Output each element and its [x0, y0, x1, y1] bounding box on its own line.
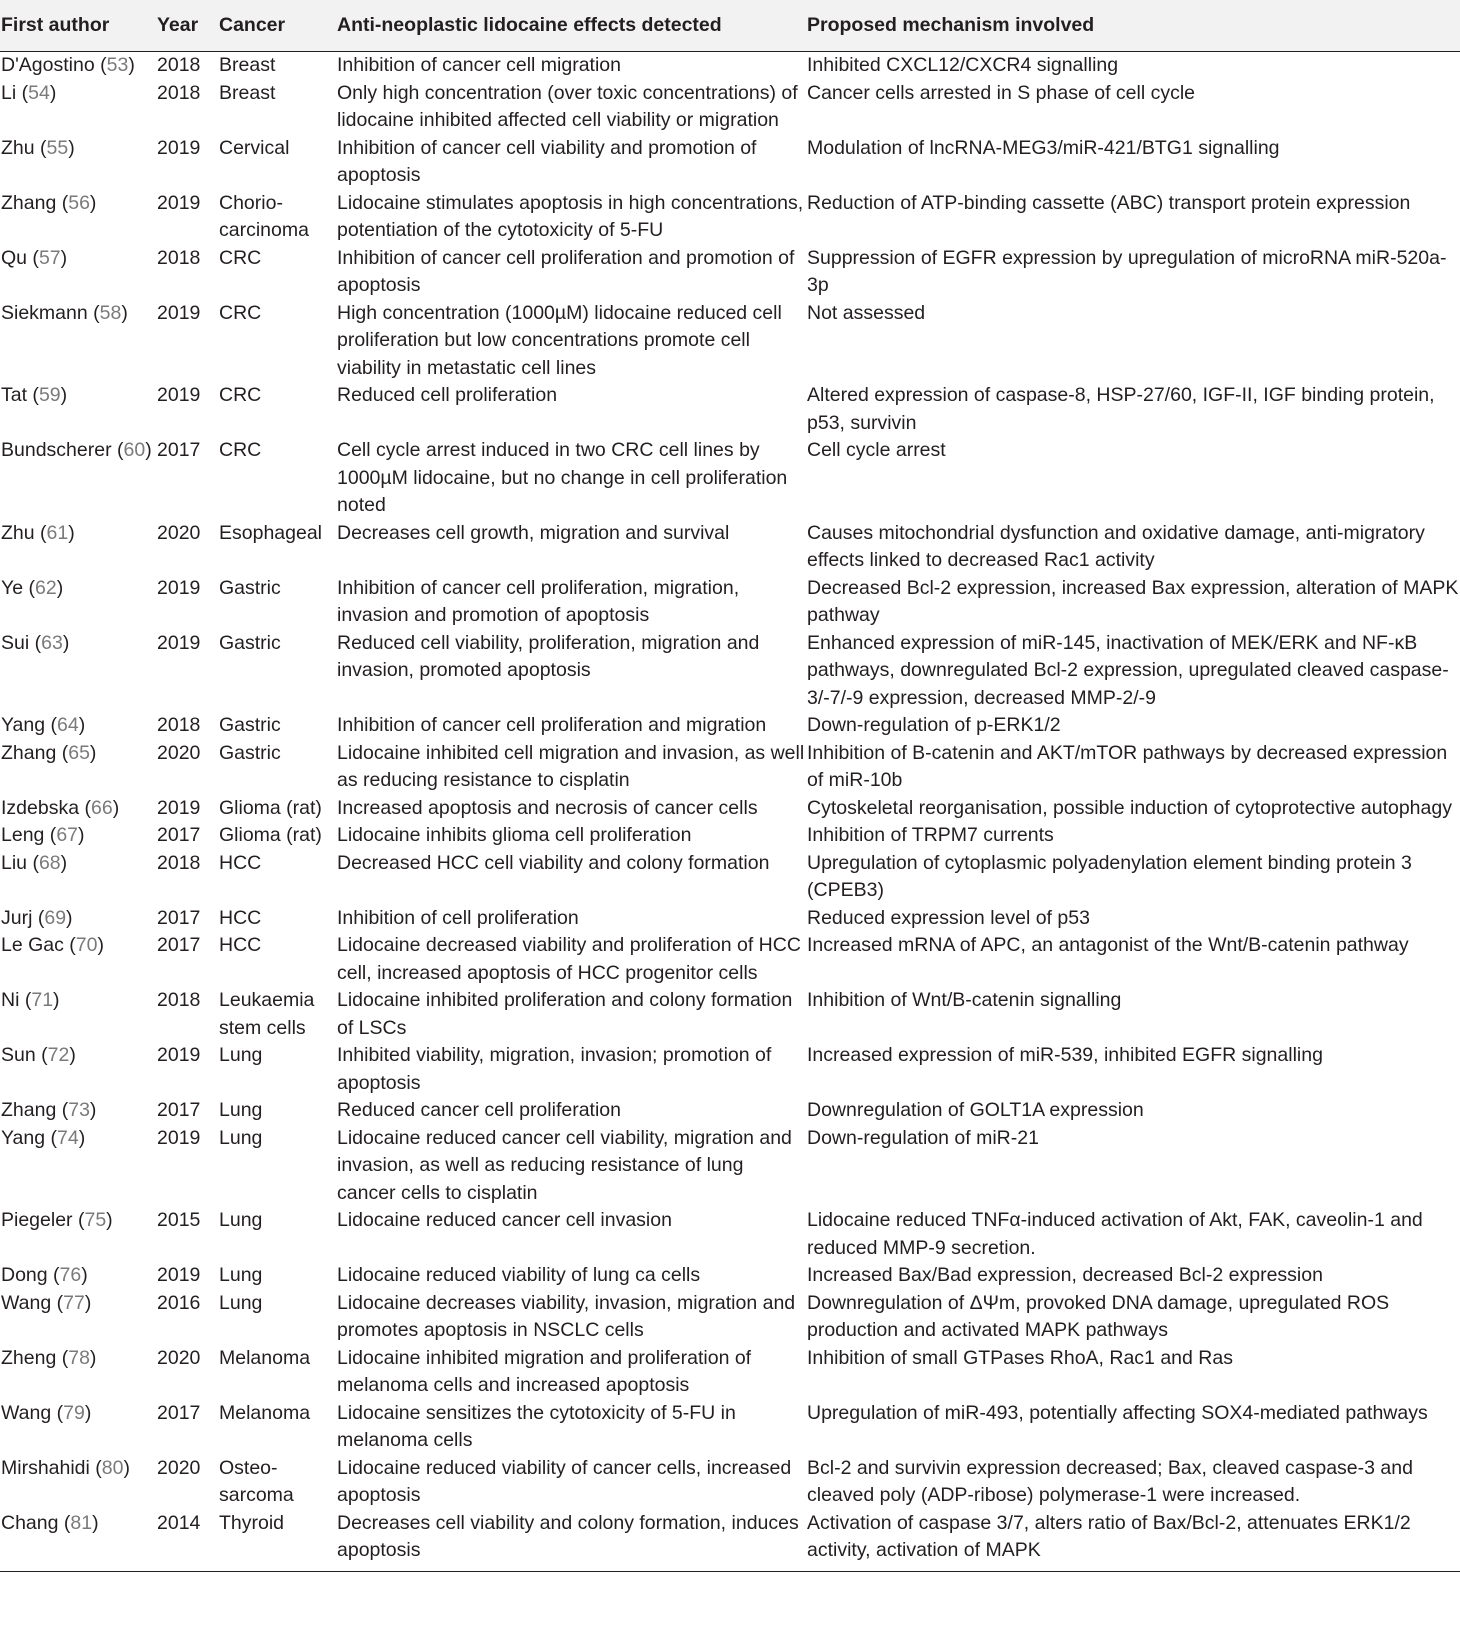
cell-mechanism: Inhibition of TRPM7 currents [807, 824, 1054, 846]
cell-cancer: Lung [219, 1099, 263, 1121]
cell-first-author: Le Gac (70) [1, 934, 104, 956]
reference-link[interactable]: 71 [31, 989, 54, 1011]
cell-mechanism: Down-regulation of p-ERK1/2 [807, 714, 1061, 736]
cell-cancer: CRC [219, 246, 262, 269]
cell-mechanism: Decreased Bcl-2 expression, increased Bax expression, alteration of MAPK pathway [807, 576, 1459, 626]
cell-mechanism: Lidocaine reduced TNFα-induced activation of Akt, FAK, caveolin-1 and reduced MMP-9 secretion. [807, 1209, 1423, 1259]
author-name: Sui [1, 631, 30, 654]
reference-link[interactable]: 65 [68, 741, 90, 764]
reference-link[interactable]: 74 [57, 1126, 79, 1149]
author-name: Sun [1, 1044, 36, 1066]
header-cancer: Cancer [219, 13, 286, 36]
cell-first-author: Ni (71) [1, 989, 60, 1011]
author-name: Qu [1, 246, 28, 269]
author-name: Wang [1, 1291, 52, 1314]
cell-year: 2015 [157, 1209, 201, 1231]
cell-effects: Lidocaine stimulates apoptosis in high concentrations, potentiation of the cytotoxicity of 5-FU [337, 191, 804, 241]
cell-effects: Lidocaine inhibited cell migration and invasion, as well as reducing resistance to cisplatin [337, 741, 805, 791]
author-name: Zhang [1, 191, 57, 214]
table-row [0, 905, 1460, 933]
table-body [0, 52, 1460, 1572]
table-row [0, 795, 1460, 823]
cell-mechanism: Upregulation of miR-493, potentially affecting SOX4-mediated pathways [807, 1401, 1428, 1424]
cell-cancer: Cervical [219, 136, 290, 159]
cell-first-author: Zhu (61) [1, 521, 75, 544]
cell-cancer: HCC [219, 851, 262, 874]
cell-cancer: CRC [219, 439, 262, 461]
cell-effects: Lidocaine inhibited proliferation and colony formation of LSCs [337, 989, 793, 1039]
cell-year: 2016 [157, 1291, 201, 1314]
reference-link[interactable]: 55 [46, 136, 69, 159]
reference-link[interactable]: 72 [47, 1044, 70, 1066]
author-name: Wang [1, 1401, 52, 1424]
cell-cancer: Chorio-carcinoma [219, 191, 309, 241]
table-header [0, 0, 1460, 52]
header-year: Year [157, 13, 199, 36]
cell-effects: Inhibition of cancer cell proliferation, migration, invasion and promotion of apoptosis [337, 576, 740, 626]
author-name: D'Agostino [1, 54, 95, 76]
cell-mechanism: Upregulation of cytoplasmic polyadenylation element binding protein 3 (CPEB3) [807, 851, 1412, 901]
cell-first-author: Liu (68) [1, 851, 68, 874]
cell-first-author: Yang (74) [1, 1126, 86, 1149]
cell-year: 2020 [157, 1346, 201, 1369]
cell-mechanism: Cell cycle arrest [807, 439, 946, 461]
cell-mechanism: Down-regulation of miR-21 [807, 1126, 1039, 1149]
author-name: Zheng [1, 1346, 57, 1369]
cell-first-author: Tat (59) [1, 384, 68, 406]
cell-cancer: Lung [219, 1209, 263, 1231]
cell-year: 2017 [157, 1099, 201, 1121]
header-effects: Anti-neoplastic lidocaine effects detected [337, 13, 722, 36]
cell-mechanism: Reduction of ATP-binding cassette (ABC) transport protein expression [807, 191, 1411, 214]
table-row [0, 1262, 1460, 1290]
reference-link[interactable]: 81 [70, 1511, 93, 1534]
cell-year: 2019 [157, 576, 201, 599]
reference-link[interactable]: 80 [101, 1456, 124, 1479]
author-name: Li [1, 81, 17, 104]
cell-year: 2019 [157, 384, 201, 406]
reference-link[interactable]: 56 [68, 191, 90, 214]
reference-link[interactable]: 54 [28, 81, 50, 104]
author-name: Ye [1, 576, 24, 599]
reference-link[interactable]: 61 [46, 521, 69, 544]
reference-link[interactable]: 77 [63, 1291, 85, 1314]
cell-first-author: Wang (79) [1, 1401, 92, 1424]
cell-cancer: Lung [219, 1044, 263, 1066]
cell-effects: Inhibition of cancer cell proliferation and migration [337, 714, 767, 736]
cell-mechanism: Not assessed [807, 301, 926, 324]
cell-year: 2017 [157, 934, 201, 956]
cell-effects: Reduced cell viability, proliferation, migration and invasion, promoted apoptosis [337, 631, 760, 681]
cell-first-author: Yang (64) [1, 714, 86, 736]
table-row [0, 1125, 1460, 1208]
reference-link[interactable]: 57 [38, 246, 61, 269]
cell-year: 2019 [157, 1044, 201, 1066]
author-name: Zhu [1, 521, 35, 544]
author-name: Yang [1, 1126, 46, 1149]
reference-link[interactable]: 58 [99, 301, 122, 324]
cell-effects: Reduced cell proliferation [337, 384, 558, 406]
cell-year: 2018 [157, 989, 201, 1011]
author-name: Dong [1, 1264, 48, 1286]
cell-mechanism: Inhibited CXCL12/CXCR4 signalling [807, 54, 1119, 76]
reference-link[interactable]: 73 [68, 1099, 90, 1121]
cell-mechanism: Increased Bax/Bad expression, decreased Bcl-2 expression [807, 1264, 1323, 1286]
author-name: Mirshahidi [1, 1456, 90, 1479]
cell-year: 2018 [157, 714, 201, 736]
cell-first-author: Jurj (69) [1, 906, 73, 929]
header-first-author: First author [1, 13, 110, 36]
cell-effects: Lidocaine reduced cancer cell viability, migration and invasion, as well as reducing resistance of lung cancer cells to cisplatin [337, 1126, 792, 1204]
author-name: Jurj [1, 906, 33, 929]
table-row [0, 575, 1460, 630]
cell-mechanism: Inhibition of Wnt/B-catenin signalling [807, 989, 1122, 1011]
cell-year: 2019 [157, 301, 201, 324]
table-row [0, 630, 1460, 713]
cell-cancer: Breast [219, 54, 276, 76]
cell-cancer: Gastric [219, 576, 281, 599]
cell-effects: Decreases cell growth, migration and survival [337, 521, 730, 544]
cell-first-author: Izdebska (66) [1, 796, 120, 819]
cell-effects: Decreases cell viability and colony formation, induces apoptosis [337, 1510, 807, 1572]
cell-cancer: Melanoma [219, 1346, 311, 1369]
cell-cancer: Gastric [219, 631, 281, 654]
cell-effects: Lidocaine reduced cancer cell invasion [337, 1209, 672, 1231]
cell-first-author: Zhang (65) [1, 741, 97, 764]
cell-cancer: Glioma (rat) [219, 824, 322, 846]
cell-effects: Lidocaine decreases viability, invasion, migration and promotes apoptosis in NSCLC cells [337, 1291, 796, 1341]
cell-year: 2018 [157, 81, 201, 104]
cell-mechanism: Increased expression of miR-539, inhibited EGFR signalling [807, 1044, 1323, 1066]
cell-effects: Lidocaine sensitizes the cytotoxicity of 5-FU in melanoma cells [337, 1401, 736, 1451]
reference-link[interactable]: 66 [90, 796, 113, 819]
cell-first-author: Leng (67) [1, 824, 85, 846]
cell-cancer: Gastric [219, 741, 281, 764]
table-row [0, 1455, 1460, 1510]
cell-effects: Inhibition of cancer cell viability and promotion of apoptosis [337, 136, 757, 186]
table-row [0, 712, 1460, 740]
cell-year: 2019 [157, 1264, 201, 1286]
cell-year: 2017 [157, 824, 201, 846]
cell-first-author: Ye (62) [1, 576, 64, 599]
cell-cancer: Thyroid [219, 1510, 337, 1572]
reference-link[interactable]: 63 [41, 631, 63, 654]
cell-effects: Lidocaine inhibited migration and proliferation of melanoma cells and increased apoptosis [337, 1346, 752, 1396]
cell-cancer: HCC [219, 934, 262, 956]
cell-effects: Lidocaine inhibits glioma cell proliferation [337, 824, 692, 846]
table-row [0, 740, 1460, 795]
table-row [0, 1290, 1460, 1345]
cell-mechanism: Inhibition of B-catenin and AKT/mTOR pathways by decreased expression of miR-10b [807, 741, 1448, 791]
cell-mechanism: Bcl-2 and survivin expression decreased; Bax, cleaved caspase-3 and cleaved poly (ADP-ribose) polymerase-1 were increased. [807, 1456, 1413, 1506]
cell-first-author: Sui (63) [1, 631, 70, 654]
cell-cancer: Glioma (rat) [219, 796, 322, 819]
cell-year: 2020 [157, 521, 201, 544]
cell-cancer: Lung [219, 1126, 263, 1149]
cell-effects: Inhibition of cancer cell migration [337, 54, 621, 76]
cell-first-author: Piegeler (75) [1, 1209, 113, 1231]
cell-year: 2017 [157, 1401, 201, 1424]
cell-mechanism: Increased mRNA of APC, an antagonist of the Wnt/B-catenin pathway [807, 934, 1409, 956]
author-name: Zhang [1, 1099, 57, 1121]
reference-link[interactable]: 76 [59, 1264, 82, 1286]
cell-effects: Inhibited viability, migration, invasion; promotion of apoptosis [337, 1044, 772, 1094]
table-row [0, 245, 1460, 300]
reference-link[interactable]: 78 [68, 1346, 90, 1369]
cell-year: 2018 [157, 851, 201, 874]
cell-first-author: Dong (76) [1, 1264, 88, 1286]
cell-mechanism: Suppression of EGFR expression by upregulation of microRNA miR-520a-3p [807, 246, 1447, 296]
cell-first-author: Li (54) [1, 81, 57, 104]
cell-first-author: Wang (77) [1, 1291, 92, 1314]
author-name: Zhang [1, 741, 57, 764]
table-row [0, 1042, 1460, 1097]
cell-year: 2019 [157, 1126, 201, 1149]
cell-mechanism: Altered expression of caspase-8, HSP-27/60, IGF-II, IGF binding protein, p53, survivin [807, 384, 1435, 434]
cell-mechanism: Activation of caspase 3/7, alters ratio of Bax/Bcl-2, attenuates ERK1/2 activity, activation of MAPK [807, 1510, 1460, 1572]
table-row [0, 1207, 1460, 1262]
cell-effects: Lidocaine reduced viability of lung ca cells [337, 1264, 701, 1286]
cell-first-author: D'Agostino (53) [1, 54, 135, 76]
cell-effects: Inhibition of cancer cell proliferation and promotion of apoptosis [337, 246, 795, 296]
cell-mechanism: Downregulation of GOLT1A expression [807, 1099, 1144, 1121]
cell-first-author: Qu (57) [1, 246, 68, 269]
cell-mechanism: Downregulation of ΔΨm, provoked DNA damage, upregulated ROS production and activated MAPK pathways [807, 1291, 1390, 1341]
author-name: Bundscherer [1, 439, 112, 461]
cell-year: 2019 [157, 191, 201, 214]
author-name: Liu [1, 851, 28, 874]
cell-effects: Lidocaine decreased viability and proliferation of HCC cell, increased apoptosis of HCC progenitor cells [337, 934, 801, 984]
table-row [0, 52, 1460, 80]
cell-first-author: Mirshahidi (80) [1, 1456, 130, 1479]
cell-effects: Inhibition of cell proliferation [337, 906, 579, 929]
reference-link[interactable]: 75 [84, 1209, 107, 1231]
author-name: Zhu [1, 136, 35, 159]
reference-link[interactable]: 53 [106, 54, 129, 76]
cell-mechanism: Causes mitochondrial dysfunction and oxidative damage, anti-migratory effects linked to decreased Rac1 activity [807, 521, 1425, 571]
table-row [0, 437, 1460, 520]
table-row [0, 300, 1460, 383]
author-name: Chang [1, 1511, 59, 1534]
table-row [0, 135, 1460, 190]
reference-link[interactable]: 79 [63, 1401, 85, 1424]
reference-link[interactable]: 69 [44, 906, 67, 929]
cell-effects: Reduced cancer cell proliferation [337, 1099, 621, 1121]
cell-year: 2018 [157, 54, 201, 76]
cell-cancer: Breast [219, 81, 276, 104]
table-row [0, 382, 1460, 437]
author-name: Izdebska [1, 796, 80, 819]
cell-cancer: Leukaemia stem cells [219, 989, 315, 1039]
cell-mechanism: Reduced expression level of p53 [807, 906, 1090, 929]
cell-first-author: Zhang (73) [1, 1099, 97, 1121]
cell-year: 2014 [157, 1510, 219, 1572]
header-mechanism: Proposed mechanism involved [807, 13, 1095, 36]
reference-link[interactable]: 64 [57, 714, 79, 736]
table-row [0, 1400, 1460, 1455]
cell-effects: Decreased HCC cell viability and colony formation [337, 851, 770, 874]
table-row [0, 520, 1460, 575]
table-row [0, 80, 1460, 135]
cell-mechanism: Inhibition of small GTPases RhoA, Rac1 and Ras [807, 1346, 1233, 1369]
cell-cancer: HCC [219, 906, 262, 929]
table-row [0, 932, 1460, 987]
cell-year: 2020 [157, 741, 201, 764]
table-row [0, 1097, 1460, 1125]
cell-effects: Cell cycle arrest induced in two CRC cell lines by 1000µM lidocaine, but no change in cell proliferation noted [337, 439, 788, 516]
cell-cancer: Osteo-sarcoma [219, 1456, 294, 1506]
table-row [0, 822, 1460, 850]
table-row [0, 1510, 1460, 1572]
cell-cancer: Melanoma [219, 1401, 311, 1424]
table-row [0, 1345, 1460, 1400]
cell-cancer: Lung [219, 1264, 263, 1286]
cell-year: 2017 [157, 439, 201, 461]
cell-mechanism: Cancer cells arrested in S phase of cell cycle [807, 81, 1196, 104]
cell-year: 2019 [157, 796, 201, 819]
cell-effects: Increased apoptosis and necrosis of cancer cells [337, 796, 758, 819]
cell-first-author: Zheng (78) [1, 1346, 97, 1369]
reference-link[interactable]: 67 [56, 824, 79, 846]
reference-link[interactable]: 68 [38, 851, 61, 874]
cell-cancer: CRC [219, 301, 262, 324]
author-name: Tat [1, 384, 28, 406]
cell-first-author: Bundscherer (60) [1, 439, 152, 461]
cell-mechanism: Cytoskeletal reorganisation, possible induction of cytoprotective autophagy [807, 796, 1452, 819]
cell-first-author: Sun (72) [1, 1044, 76, 1066]
cell-cancer: CRC [219, 384, 262, 406]
cell-year: 2019 [157, 136, 201, 159]
author-name: Ni [1, 989, 20, 1011]
table-row [0, 190, 1460, 245]
cell-effects: Lidocaine reduced viability of cancer cells, increased apoptosis [337, 1456, 792, 1506]
author-name: Le Gac [1, 934, 64, 956]
author-name: Siekmann [1, 301, 88, 324]
cell-effects: Only high concentration (over toxic concentrations) of lidocaine inhibited affected cell viability or migration [337, 81, 798, 131]
cell-year: 2019 [157, 631, 201, 654]
reference-link[interactable]: 59 [38, 384, 61, 406]
cell-mechanism: Enhanced expression of miR-145, inactivation of MEK/ERK and NF-κB pathways, downregulated Bcl-2 expression, upregulated cleaved caspase-3/-7/-9 expression, decreased MMP-2/-9 [807, 631, 1449, 709]
cell-first-author: Zhang (56) [1, 191, 97, 214]
author-name: Piegeler [1, 1209, 73, 1231]
cell-first-author: Siekmann (58) [1, 301, 128, 324]
cell-cancer: Esophageal [219, 521, 323, 544]
author-name: Leng [1, 824, 45, 846]
reference-link[interactable]: 60 [123, 439, 146, 461]
cell-year: 2020 [157, 1456, 201, 1479]
header-row [0, 0, 1460, 52]
cell-cancer: Gastric [219, 714, 281, 736]
table-row [0, 987, 1460, 1042]
reference-link[interactable]: 70 [75, 934, 98, 956]
author-name: Yang [1, 714, 46, 736]
cell-mechanism: Modulation of lncRNA-MEG3/miR-421/BTG1 signalling [807, 136, 1280, 159]
cell-cancer: Lung [219, 1291, 263, 1314]
cell-first-author: Zhu (55) [1, 136, 75, 159]
reference-link[interactable]: 62 [34, 576, 57, 599]
cell-year: 2017 [157, 906, 201, 929]
table-row [0, 850, 1460, 905]
cell-first-author: Chang (81) [0, 1510, 157, 1572]
cell-effects: High concentration (1000µM) lidocaine reduced cell proliferation but low concentrations promote cell viability in metastatic cell lines [337, 301, 782, 379]
cell-year: 2018 [157, 246, 201, 269]
